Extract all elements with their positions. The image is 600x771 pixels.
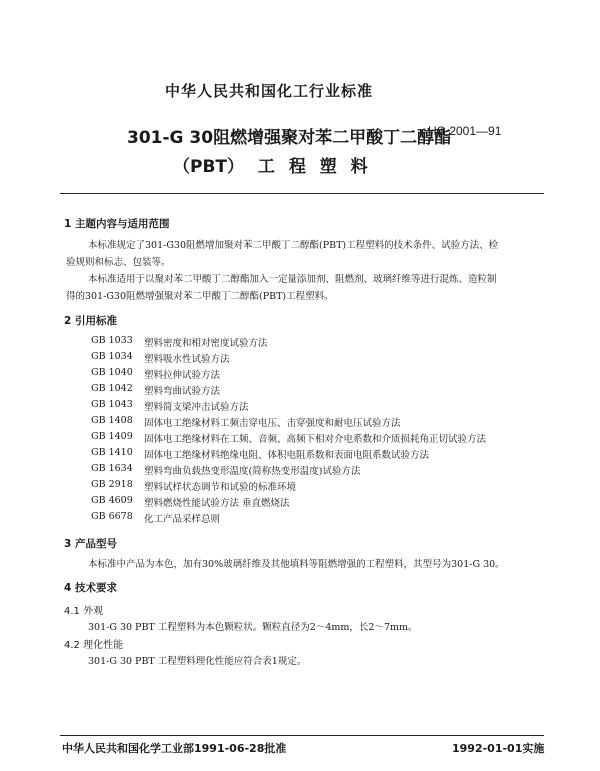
ref-name: 塑料燃烧性能试验方法 垂直燃烧法 bbox=[144, 498, 290, 509]
ref-name: 塑料试样状态调节和试验的标准环境 bbox=[144, 482, 297, 493]
ref-name: 塑料吸水性试验方法 bbox=[144, 354, 230, 365]
footer-divider bbox=[60, 735, 544, 736]
section2-heading: 2 引用标准 bbox=[64, 315, 117, 327]
ref-name: 固体电工绝缘材料工频击穿电压、击穿强度和耐电压试验方法 bbox=[144, 418, 401, 429]
section3-para: 本标准中产品为本色，加有30%玻璃纤维及其他填料等阻燃增强的工程塑料，其型号为301-G 30。 bbox=[88, 559, 505, 570]
ref-code: GB 6678 bbox=[91, 511, 133, 522]
ref-name: 塑料密度和相对密度试验方法 bbox=[144, 338, 268, 349]
ref-name: 固体电工绝缘材料绝缘电阻、体积电阻系数和表面电阻系数试验方法 bbox=[144, 450, 430, 461]
section4-2-heading: 4.2 理化性能 bbox=[64, 640, 124, 651]
section1-para2-line1: 本标准适用于以聚对苯二甲酸丁二醇酯加入一定量添加剂、阻燃剂、玻璃纤维等进行混炼、造粒制 bbox=[88, 274, 497, 285]
ref-name: 塑料拉伸试验方法 bbox=[144, 370, 221, 381]
ref-code: GB 1042 bbox=[91, 383, 133, 394]
ref-name: 固体电工绝缘材料在工频、音频、高频下相对介电系数和介质损耗角正切试验方法 bbox=[144, 434, 487, 445]
ref-code: GB 1043 bbox=[91, 399, 133, 410]
section1-heading: 1 主题内容与适用范围 bbox=[64, 218, 170, 230]
section4-2-text: 301-G 30 PBT 工程塑料理化性能应符合表1规定。 bbox=[88, 656, 307, 667]
section3-heading: 3 产品型号 bbox=[64, 538, 117, 550]
section1-para1-line2: 验规则和标志、包装等。 bbox=[66, 257, 171, 268]
ref-code: GB 1033 bbox=[91, 335, 133, 346]
issuing-organization: 中华人民共和国化工行业标准 bbox=[165, 82, 374, 100]
ref-code: GB 1034 bbox=[91, 351, 133, 362]
ref-code: GB 1409 bbox=[91, 431, 133, 442]
ref-code: GB 1410 bbox=[91, 447, 133, 458]
ref-name: 塑料弯曲负载热变形温度(简称热变形温度)试验方法 bbox=[144, 466, 361, 477]
section1-para1-line1: 本标准规定了301-G30阻燃增加聚对苯二甲酸丁二醇酯(PBT)工程塑料的技术条件、试验方法、检 bbox=[88, 240, 499, 251]
ref-code: GB 4609 bbox=[91, 495, 133, 506]
header-divider bbox=[60, 193, 544, 194]
standard-code: HG 2001—91 bbox=[428, 124, 502, 138]
section4-1-text: 301-G 30 PBT 工程塑料为本色颗粒状。颗粒直径为2～4mm，长2～7mm。 bbox=[88, 622, 418, 633]
ref-code: GB 1408 bbox=[91, 415, 133, 426]
section4-1-heading: 4.1 外观 bbox=[64, 606, 104, 617]
ref-name: 化工产品采样总则 bbox=[144, 514, 221, 525]
section4-heading: 4 技术要求 bbox=[64, 582, 117, 594]
ref-code: GB 1040 bbox=[91, 367, 133, 378]
section1-para2-line2: 得的301-G30阻燃增强聚对苯二甲酸丁二醇酯(PBT)工程塑料。 bbox=[66, 291, 334, 302]
document-title-line1: 301-G 30阻燃增强聚对苯二甲酸丁二醇酯 bbox=[127, 128, 452, 148]
ref-name: 塑料简支梁冲击试验方法 bbox=[144, 402, 249, 413]
approval-statement: 中华人民共和国化学工业部1991-06-28批准 bbox=[62, 742, 287, 755]
implementation-date: 1992-01-01实施 bbox=[452, 742, 545, 755]
ref-code: GB 1634 bbox=[91, 463, 133, 474]
ref-name: 塑料弯曲试验方法 bbox=[144, 386, 221, 397]
document-title-line2: （PBT） 工 程 塑 料 bbox=[173, 157, 368, 177]
ref-code: GB 2918 bbox=[91, 479, 133, 490]
